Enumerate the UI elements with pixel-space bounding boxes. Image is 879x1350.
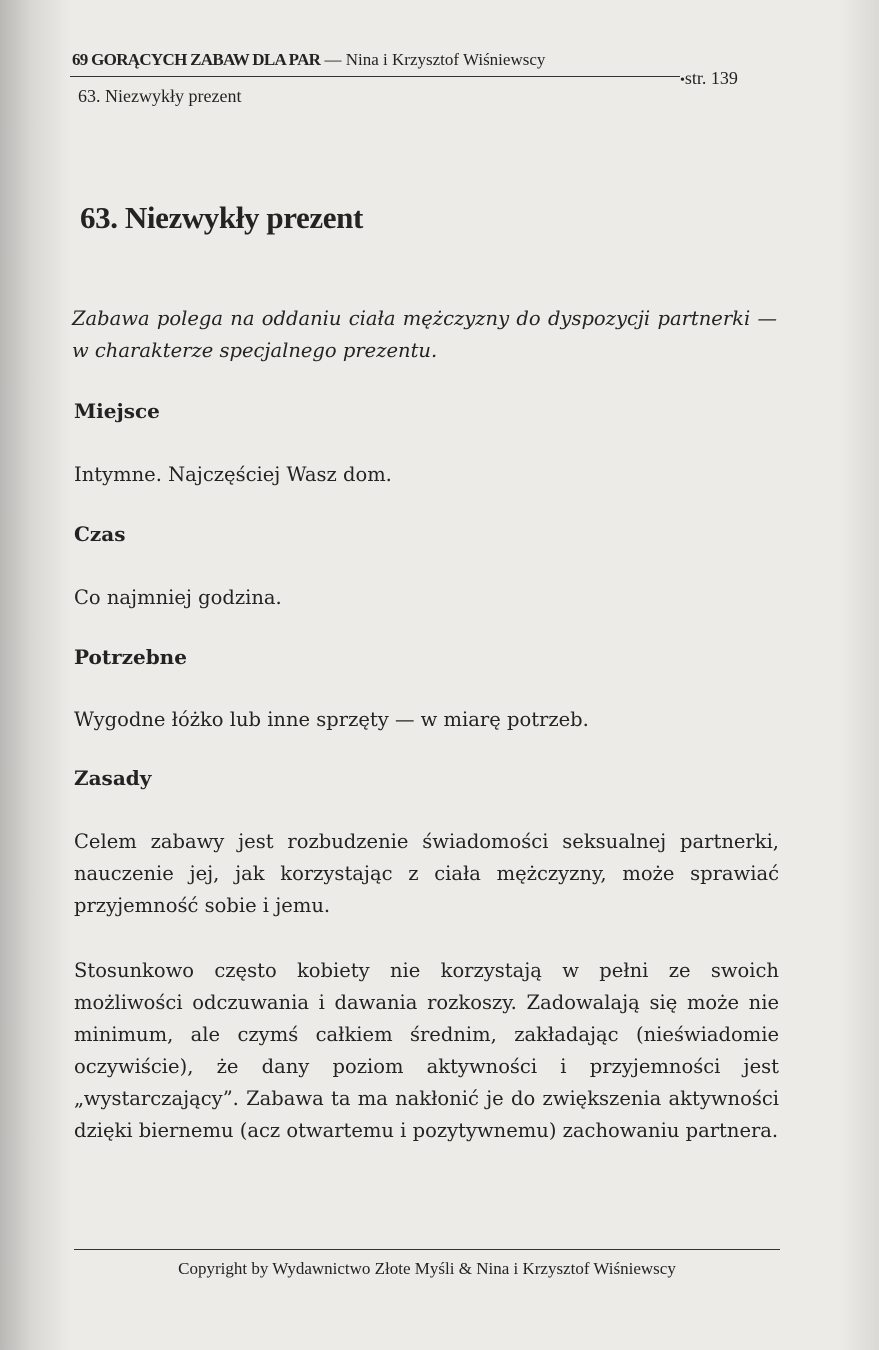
footer-copyright: Copyright by Wydawnictwo Złote Myśli & Nina i Krzysztof Wiśniewscy — [178, 1259, 676, 1278]
page-number — [680, 68, 770, 89]
section-text-miejsce: Intymne. Najczęściej Wasz dom. — [74, 463, 392, 486]
book-title: 69 GORĄCYCH ZABAW DLA PAR — [72, 50, 321, 69]
chapter-title: 63. Niezwykły prezent — [80, 200, 363, 235]
zasady-paragraph-2: Stosunkowo często kobiety nie korzystają w pełni ze swoich możliwości odczuwania i dawania rozkoszy. Zadowalają się może nie minimum, ale czymś całkiem średnim, zakładając (nieświadomie oczywiście), że dany poziom aktywności i przyjemności jest „wystarczający”. Zabawa ta ma nakłonić je do zwiększenia aktywności dzięki biernemu (acz otwartemu i pozytywnemu) zachowaniu partnera. — [74, 959, 779, 1142]
page-marker: • — [680, 73, 685, 88]
section-heading-czas: Czas — [74, 522, 126, 546]
footer-rule — [74, 1249, 780, 1250]
page-label: str. 139 — [684, 68, 738, 88]
header-rule — [70, 76, 680, 77]
header-chapter-name: 63. Niezwykły prezent — [78, 86, 242, 106]
section-text-potrzebne: Wygodne łóżko lub inne sprzęty — w miarę potrzeb. — [74, 708, 589, 731]
header-authors: Nina i Krzysztof Wiśniewscy — [345, 50, 546, 69]
section-heading-zasady: Zasady — [74, 766, 152, 790]
chapter-lead: Zabawa polega na oddaniu ciała mężczyzny do dyspozycji partnerki — w charakterze specjalnego prezentu. — [72, 307, 777, 362]
header-separator: — — [320, 50, 346, 69]
page-gutter-shadow — [0, 0, 70, 1350]
section-text-czas: Co najmniej godzina. — [74, 586, 282, 609]
section-heading-miejsce: Miejsce — [74, 399, 160, 423]
zasady-paragraph-1: Celem zabawy jest rozbudzenie świadomości seksualnej partnerki, nauczenie jej, jak korzystając z ciała mężczyzny, może sprawiać przyjemność sobie i jemu. — [74, 830, 779, 917]
section-heading-potrzebne: Potrzebne — [74, 645, 187, 669]
page-edge-shadow — [839, 0, 879, 1350]
running-header — [72, 50, 692, 70]
